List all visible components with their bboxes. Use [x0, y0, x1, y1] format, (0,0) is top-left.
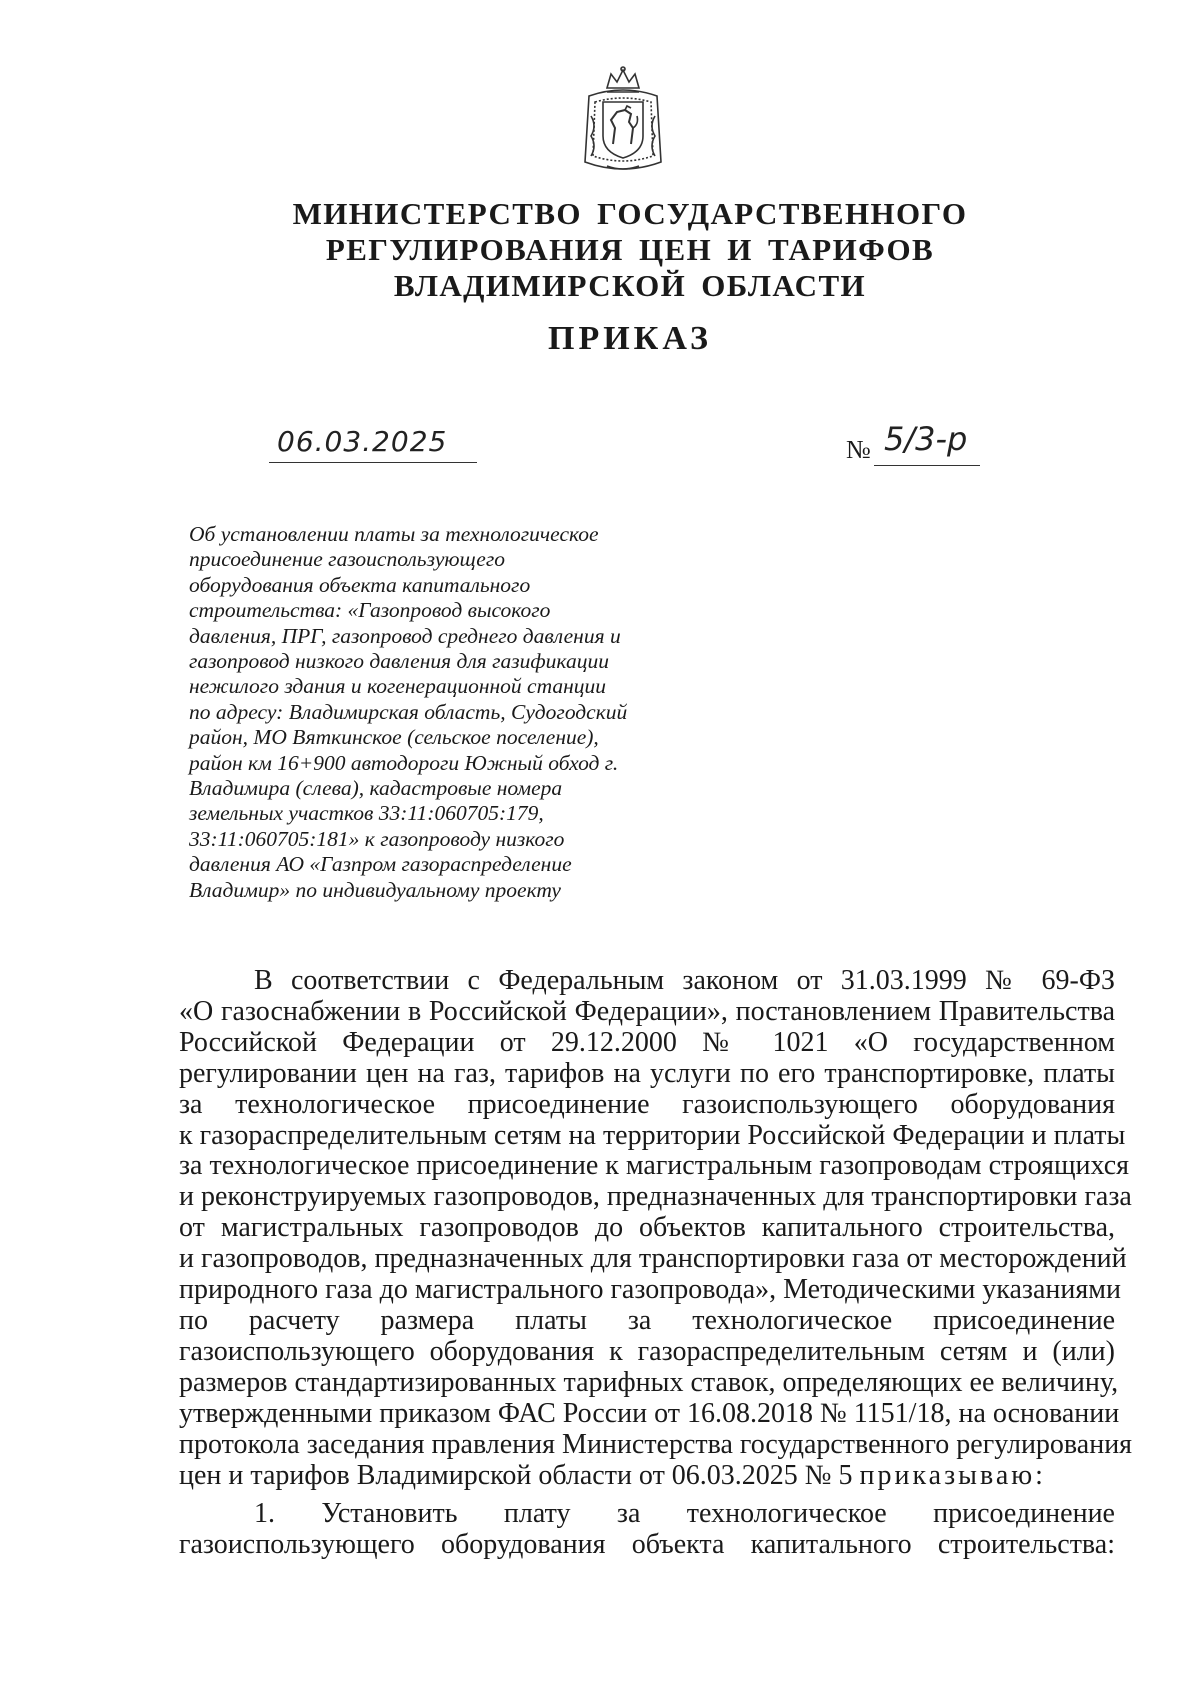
- order-body: [179, 965, 1133, 1561]
- body-line: размеров стандартизированных тарифных ставок, определяющих ее величину,: [179, 1366, 1119, 1398]
- subject-line: давления, ПРГ, газопровод среднего давления и: [189, 623, 621, 648]
- date-underline: [269, 462, 477, 463]
- order-number: 5/3-р: [884, 420, 968, 458]
- body-line: и реконструируемых газопроводов, предназначенных для транспортировки газа: [179, 1181, 1132, 1213]
- body-line: за технологическое присоединение газоиспользующего оборудования: [179, 1088, 1115, 1120]
- ministry-line: ВЛАДИМИРСКОЙ ОБЛАСТИ: [393, 268, 867, 303]
- subject-line: оборудования объекта капитального: [189, 572, 531, 597]
- body-line: Российской Федерации от 29.12.2000 № 1021 «О государственном: [179, 1026, 1115, 1058]
- item-1-line: 1. Установить плату за технологическое присоединение: [254, 1498, 1115, 1530]
- subject-line: 33:11:060705:181» к газопроводу низкого: [189, 826, 565, 851]
- subject-line: нежилого здания и когенерационной станции: [189, 674, 607, 699]
- body-line: регулировании цен на газ, тарифов на услуги по его транспортировке, платы: [179, 1057, 1115, 1089]
- ministry-name: [180, 196, 1080, 304]
- ministry-line: МИНИСТЕРСТВО ГОСУДАРСТВЕННОГО: [292, 196, 968, 231]
- subject-line: Владимир» по индивидуальному проекту: [189, 877, 561, 902]
- number-sign: №: [846, 435, 871, 464]
- subject-line: по адресу: Владимирская область, Судогодский: [189, 699, 628, 724]
- subject-line: газопровод низкого давления для газификации: [189, 649, 609, 674]
- document-type: ПРИКАЗ: [548, 320, 712, 357]
- body-line: протокола заседания правления Министерства государственного регулирования: [179, 1428, 1133, 1460]
- subject-line: строительства: «Газопровод высокого: [189, 598, 551, 623]
- body-line-final: [179, 1461, 1115, 1492]
- body-line: природного газа до магистрального газопровода», Методическими указаниями: [179, 1274, 1121, 1306]
- body-line: от магистральных газопроводов до объектов капитального строительства,: [179, 1212, 1115, 1244]
- body-line-final-text: цен и тарифов Владимирской области от 06.03.2025 № 5: [179, 1459, 860, 1491]
- subject-line: давления АО «Газпром газораспределение: [189, 852, 572, 877]
- number-underline: [874, 465, 980, 466]
- subject-line: земельных участков 33:11:060705:179,: [189, 801, 544, 826]
- body-line: к газораспределительным сетям на территории Российской Федерации и платы: [179, 1119, 1126, 1151]
- coat-of-arms-icon: [577, 66, 669, 178]
- body-line: «О газоснабжении в Российской Федерации», постановлением Правительства: [179, 995, 1115, 1027]
- order-subject: [189, 522, 659, 903]
- body-line: утвержденными приказом ФАС России от 16.08.2018 № 1151/18, на основании: [179, 1397, 1120, 1429]
- body-line: за технологическое присоединение к магистральным газопроводам строящихся: [179, 1150, 1130, 1182]
- body-line: газоиспользующего оборудования к газораспределительным сетям и (или): [179, 1335, 1115, 1367]
- body-line: В соответствии с Федеральным законом от 31.03.1999 № 69-ФЗ: [254, 965, 1115, 996]
- body-line: по расчету размера платы за технологическое присоединение: [179, 1304, 1115, 1336]
- ministry-line: РЕГУЛИРОВАНИЯ ЦЕН И ТАРИФОВ: [325, 232, 935, 267]
- item-1-line: газоиспользующего оборудования объекта капитального строительства:: [179, 1529, 1115, 1561]
- decree-word: приказываю:: [859, 1459, 1046, 1491]
- subject-line: Об установлении платы за технологическое: [189, 522, 599, 546]
- order-date: 06.03.2025: [277, 425, 448, 458]
- body-line: и газопроводов, предназначенных для транспортировки газа от месторождений: [179, 1243, 1127, 1275]
- subject-line: присоединение газоиспользующего: [189, 547, 505, 572]
- subject-line: Владимира (слева), кадастровые номера: [189, 776, 563, 801]
- subject-line: район км 16+900 автодороги Южный обход г.: [189, 750, 619, 775]
- subject-line: район, МО Вяткинское (сельское поселение),: [189, 725, 599, 750]
